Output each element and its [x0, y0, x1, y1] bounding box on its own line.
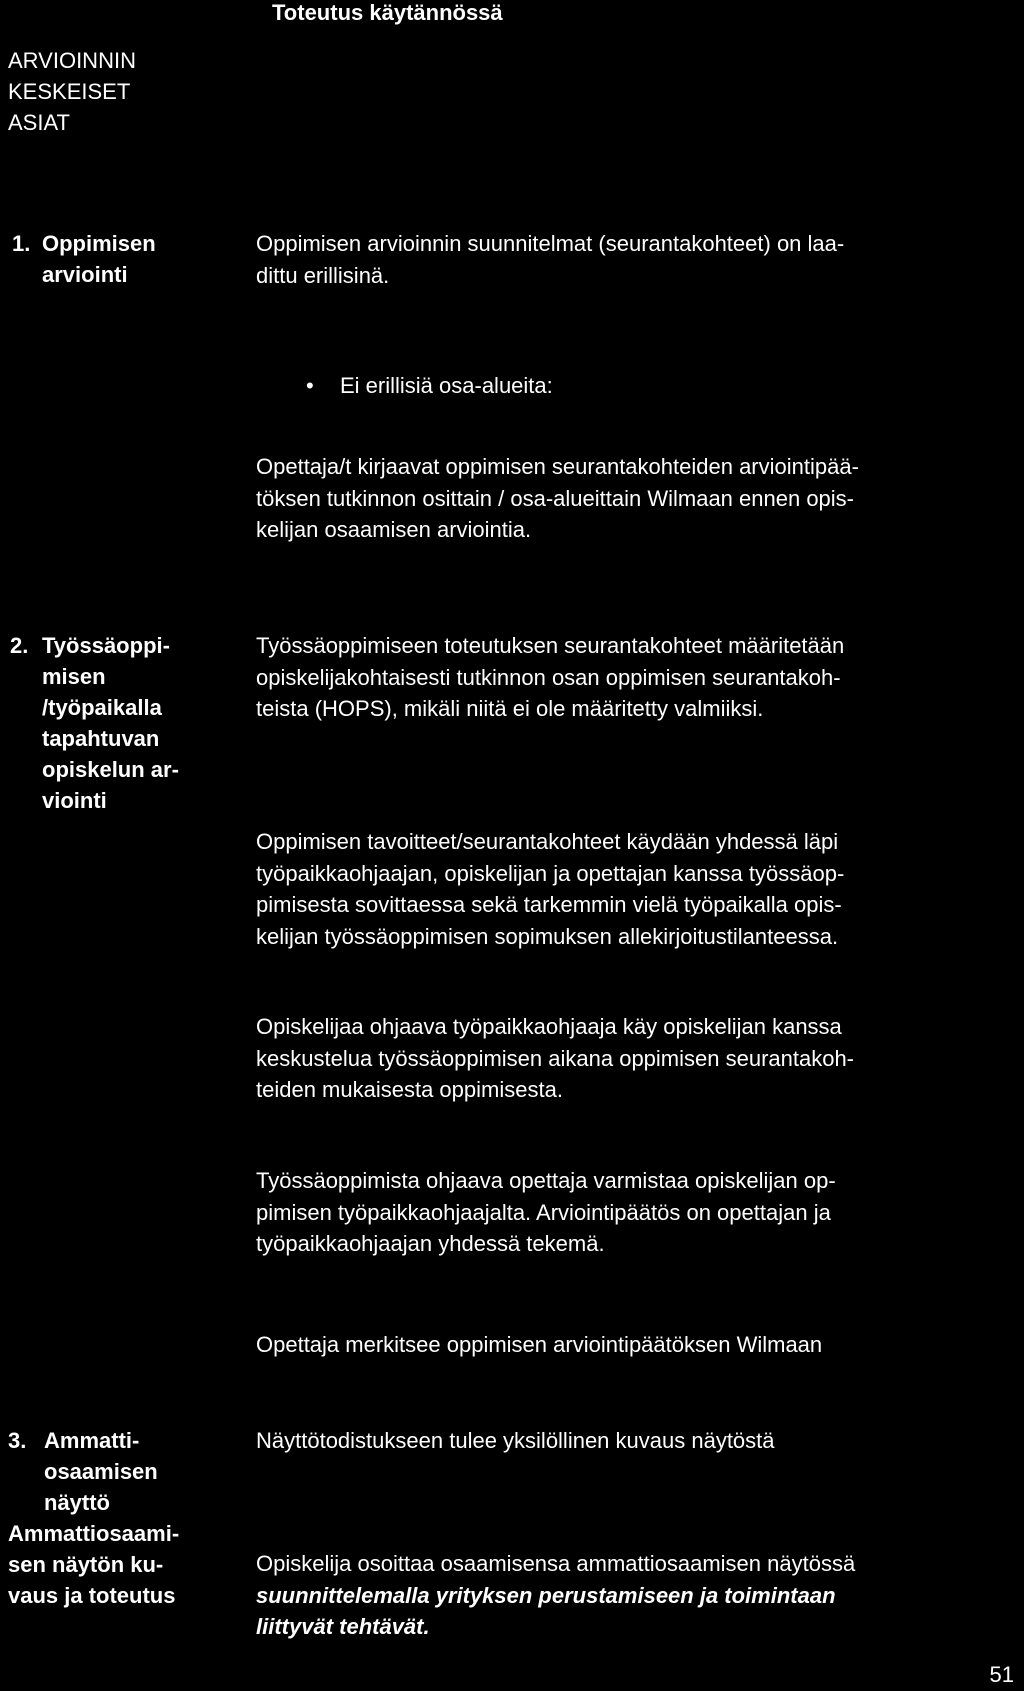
column-title: Toteutus käytännössä [272, 0, 503, 25]
text-line: töksen tutkinnon osittain / osa-alueittain Wilmaan ennen opis- [256, 485, 855, 511]
section-2-paragraph-1 [256, 630, 844, 725]
section-2-paragraph-3 [256, 1011, 854, 1106]
text-line: Oppimisen tavoitteet/seurantakohteet käydään yhdessä läpi [256, 829, 839, 854]
page-number: 51 [989, 1662, 1014, 1687]
text-line: kelijan osaamisen arviointia. [256, 517, 532, 542]
side-title-line: ARVIOINNIN [8, 48, 136, 73]
text-line: keskustelua työssäoppimisen aikana oppimisen seurantakoh- [256, 1045, 855, 1071]
section-title-line: Ammatti- [44, 1428, 140, 1453]
text-line: dittu erillisinä. [256, 262, 390, 288]
section-2-paragraph-4 [256, 1165, 836, 1260]
section-1-heading [12, 228, 156, 290]
section-2-paragraph-2 [256, 826, 844, 952]
section-title-line: Ammattiosaami- [8, 1521, 180, 1546]
emphasis-line: suunnittelemalla yrityksen perustamiseen ja toimintaan [256, 1582, 836, 1608]
section-title-line: misen [42, 664, 106, 689]
section-title-line: osaamisen [44, 1459, 158, 1484]
text-line: Työssäoppimiseen toteutuksen seurantakohteet määritetään [256, 633, 845, 658]
section-number: 3. [8, 1428, 27, 1453]
section-title-line: vaus ja toteutus [8, 1583, 176, 1608]
section-title-line: arviointi [42, 262, 128, 287]
side-title [8, 45, 208, 138]
text-line: Opiskelijaa ohjaava työpaikkaohjaaja käy opiskelijan kanssa [256, 1014, 842, 1039]
section-title-line: Työssäoppi- [42, 633, 170, 658]
section-3-paragraph-1 [256, 1425, 775, 1457]
text-line: opiskelijakohtaisesti tutkinnon osan oppimisen seurantakoh- [256, 664, 841, 690]
section-title-line: viointi [42, 788, 107, 813]
section-title-line: opiskelun ar- [42, 757, 179, 782]
section-1-bullet-item [298, 370, 553, 402]
text-line: pimisesta sovittaessa sekä tarkemmin vielä työpaikalla opis- [256, 892, 842, 917]
section-3-paragraph-2 [256, 1548, 855, 1643]
section-2-heading [10, 630, 179, 816]
text-line: teista (HOPS), mikäli niitä ei ole määritetty valmiiksi. [256, 696, 764, 721]
text-line: Oppimisen arvioinnin suunnitelmat (seurantakohteet) on laa- [256, 231, 845, 256]
section-title-line: sen näytön ku- [8, 1552, 164, 1577]
text-line: Opettaja merkitsee oppimisen arviointipäätöksen Wilmaan [256, 1332, 823, 1357]
text-line: kelijan työssäoppimisen sopimuksen allekirjoitustilanteessa. [256, 923, 839, 949]
emphasis-line: liittyvät tehtävät. [256, 1614, 430, 1639]
text-line: Ei erillisiä osa-alueita: [340, 373, 553, 398]
section-number: 2. [10, 633, 29, 658]
text-line: Opettaja/t kirjaavat oppimisen seurantakohteiden arviointipää- [256, 454, 859, 479]
section-2-paragraph-5 [256, 1329, 822, 1361]
text-line: teiden mukaisesta oppimisesta. [256, 1077, 563, 1102]
section-3-heading [8, 1425, 179, 1611]
section-title-line: /työpaikalla [42, 695, 162, 720]
text-line: Näyttötodistukseen tulee yksilöllinen kuvaus näytöstä [256, 1428, 775, 1453]
text-line: työpaikkaohjaajan yhdessä tekemä. [256, 1231, 605, 1256]
section-1-paragraph-1 [256, 228, 844, 291]
text-line: pimisen työpaikkaohjaajalta. Arviointipäätös on opettajan ja [256, 1199, 831, 1225]
text-line: Opiskelija osoittaa osaamisensa ammattiosaamisen näytössä [256, 1551, 856, 1576]
side-title-line: KESKEISET [8, 79, 131, 104]
section-title-line: Oppimisen [42, 231, 156, 256]
section-title-line: näyttö [44, 1490, 110, 1515]
section-title-line: tapahtuvan [42, 726, 160, 751]
text-line: työpaikkaohjaajan, opiskelijan ja opettajan kanssa työssäop- [256, 860, 845, 886]
bullet-icon: • [306, 373, 314, 398]
section-number: 1. [12, 231, 31, 256]
section-1-paragraph-3 [256, 451, 859, 546]
side-title-line: ASIAT [8, 110, 70, 135]
text-line: Työssäoppimista ohjaava opettaja varmistaa opiskelijan op- [256, 1168, 836, 1193]
